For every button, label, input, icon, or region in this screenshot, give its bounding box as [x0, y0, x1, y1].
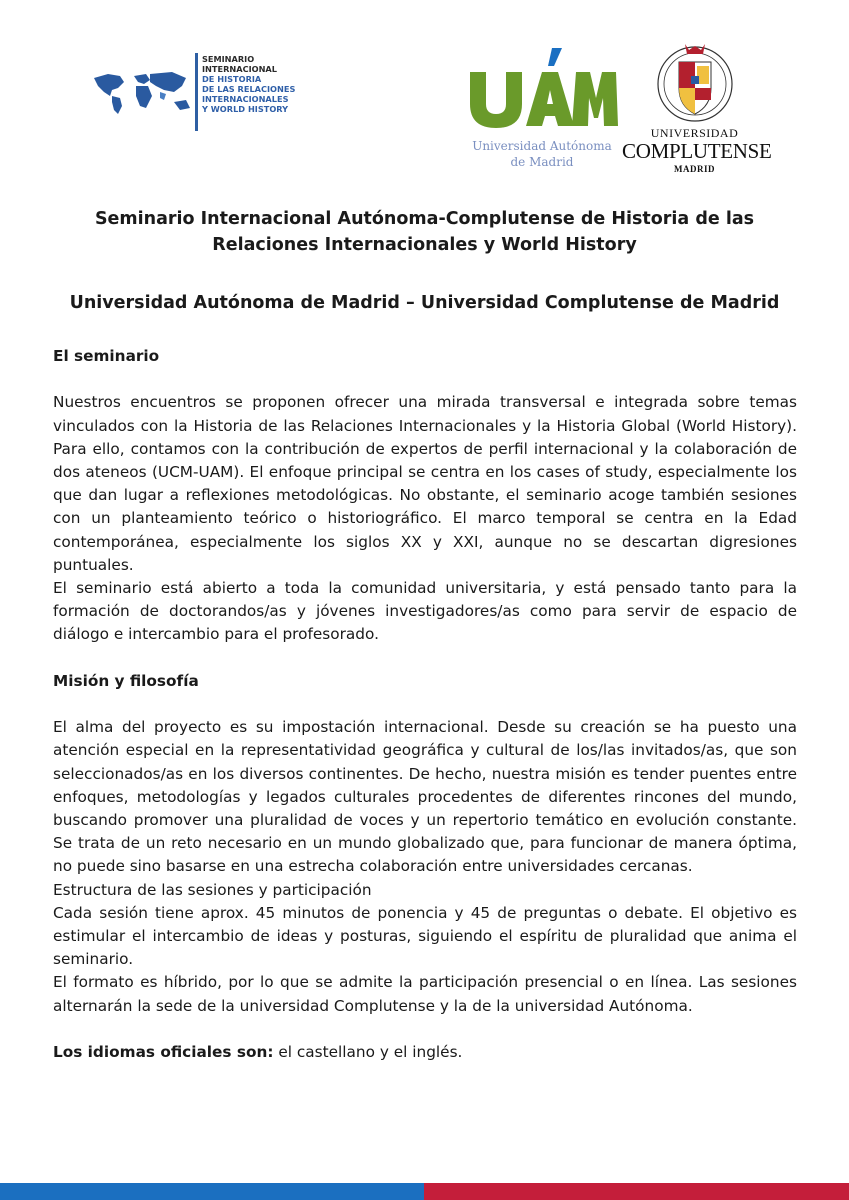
ucm-line: COMPLUTENSE	[622, 139, 772, 163]
document-body	[53, 345, 797, 1064]
ucm-line: MADRID	[674, 164, 715, 174]
uam-mark-icon	[468, 42, 618, 132]
uam-name-line: de Madrid	[510, 155, 574, 169]
title-line: Relaciones Internacionales y World History	[212, 235, 637, 255]
seminario-divider	[195, 53, 198, 131]
document-subtitle: Universidad Autónoma de Madrid – Universidad Complutense de Madrid	[69, 293, 780, 313]
seminario-wordmark	[202, 54, 295, 114]
seminario-line: INTERNACIONALES	[202, 94, 289, 104]
footer-bar-red	[424, 1183, 849, 1200]
uam-logo	[468, 42, 618, 172]
seminario-line: SEMINARIO	[202, 54, 255, 64]
document-title	[40, 206, 809, 258]
seminario-line: Y WORLD HISTORY	[202, 104, 289, 114]
idiomas-line	[53, 1041, 797, 1064]
paragraph: El seminario está abierto a toda la comunidad universitaria, y está pensado tanto para la formación de doctorandos/as y jóvenes investigadores/as como para servir de espacio de diálogo e intercambio para el profesorado.	[53, 579, 797, 644]
footer-bar-blue	[0, 1183, 424, 1200]
seminario-line: DE HISTORIA	[202, 74, 262, 84]
paragraph: Nuestros encuentros se proponen ofrecer una mirada transversal e integrada sobre temas vinculados con la Historia de las Relaciones Internacionales y la Historia Global (World History). Para ello, contamos con la contribución de expertos de perfil internacional y la colaboración de dos ateneos (UCM-UAM). El enfoque principal se centra en los cases of study, especialmente los que dan lugar a reflexiones metodológicas. No obstante, el seminario acoge también sesiones con un planteamiento teórico o historiográfico. El marco temporal se centra en la Edad contemporánea, especialmente los siglos XX y XXI, aunque no se descartan digresiones puntuales.	[53, 393, 797, 574]
ucm-line: UNIVERSIDAD	[650, 126, 739, 140]
uam-name-line: Universidad Autónoma	[472, 139, 612, 153]
paragraph: El alma del proyecto es su impostación internacional. Desde su creación se ha puesto una atención especial en la representatividad geográfica y cultural de los/las invitados/as, que son seleccionados/as en los diversos continentes. De hecho, nuestra misión es tender puentes entre enfoques, metodologías y legados culturales procedentes de diferentes rincones del mundo, buscando promover una pluralidad de voces y un repertorio temático en evolución constante. Se trata de un reto necesario en un mundo globalizado que, para funcionar de manera óptima, no puede sino basarse en una estrecha colaboración entre universidades cercanas.	[53, 718, 797, 876]
paragraph: Cada sesión tiene aprox. 45 minutos de ponencia y 45 de preguntas o debate. El objetivo es estimular el intercambio de ideas y posturas, siguiendo el espíritu de pluralidad que anima el seminario.	[53, 903, 797, 969]
seminario-line: INTERNACIONAL	[202, 64, 277, 74]
world-map-icon	[90, 70, 194, 116]
paragraph: El formato es híbrido, por lo que se admite la participación presencial o en línea. Las sesiones alternarán la sede de la universidad Complutense y la de la universidad Autónoma.	[53, 973, 797, 1015]
section-heading: Misión y filosofía	[53, 671, 199, 690]
idiomas-label: Los idiomas oficiales son:	[53, 1043, 274, 1062]
section-heading: El seminario	[53, 347, 160, 365]
uam-name	[468, 138, 616, 170]
idiomas-value: el castellano y el inglés.	[273, 1043, 463, 1062]
ucm-crest-icon	[657, 42, 733, 124]
seminario-logo	[90, 50, 300, 135]
title-line: Seminario Internacional Autónoma-Complutense de Historia de las	[94, 209, 755, 229]
paragraph: Estructura de las sesiones y participación	[53, 880, 372, 899]
ucm-logo	[622, 42, 772, 177]
seminario-line: DE LAS RELACIONES	[202, 84, 296, 94]
